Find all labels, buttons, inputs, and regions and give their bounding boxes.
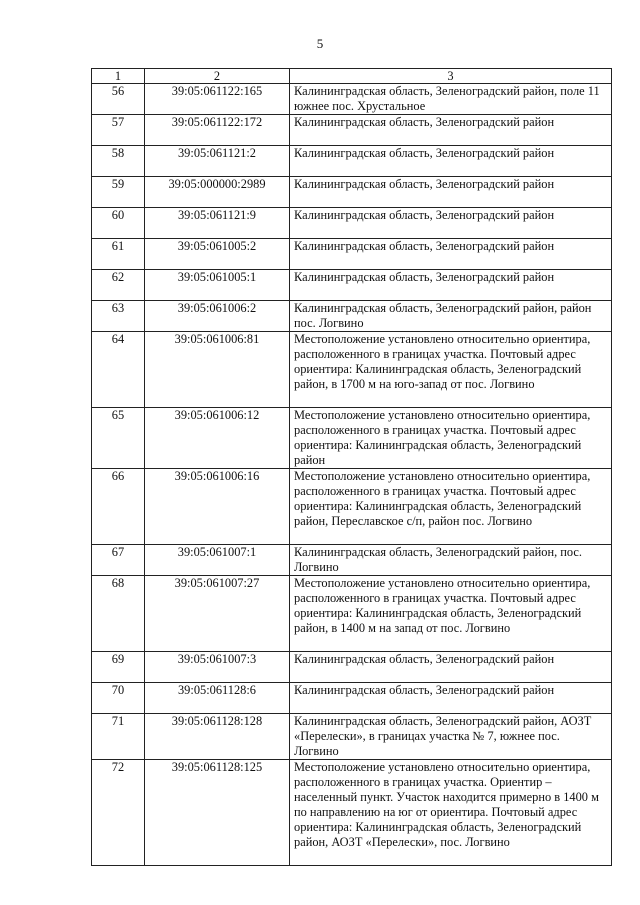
row-number: 71 [92,714,145,760]
row-number: 62 [92,270,145,301]
table-row [92,683,612,714]
row-number: 66 [92,469,145,545]
table-body [92,69,612,866]
plot-address: Калининградская область, Зеленоградский район, АОЗТ «Перелески», в границах участка № 7, южнее пос. Логвино [290,714,612,760]
row-number: 64 [92,332,145,408]
table-row [92,332,612,408]
plot-address: Калининградская область, Зеленоградский район [290,270,612,301]
column-header-number: 1 [92,69,145,84]
cadastral-number: 39:05:061007:1 [145,545,290,576]
cadastral-number: 39:05:061128:6 [145,683,290,714]
row-number: 60 [92,208,145,239]
table-row [92,576,612,652]
cadastral-number: 39:05:061006:2 [145,301,290,332]
row-number: 61 [92,239,145,270]
cadastral-number: 39:05:061005:1 [145,270,290,301]
plot-address: Калининградская область, Зеленоградский район [290,239,612,270]
cadastral-number: 39:05:061007:3 [145,652,290,683]
row-number: 72 [92,760,145,866]
table-row [92,239,612,270]
table-row [92,545,612,576]
plot-address: Калининградская область, Зеленоградский район [290,208,612,239]
cadastral-number: 39:05:061128:128 [145,714,290,760]
row-number: 69 [92,652,145,683]
cadastral-number: 39:05:061007:27 [145,576,290,652]
cadastral-number: 39:05:061006:81 [145,332,290,408]
row-number: 68 [92,576,145,652]
cadastral-number: 39:05:061121:9 [145,208,290,239]
plot-address: Калининградская область, Зеленоградский район, пос. Логвино [290,545,612,576]
row-number: 63 [92,301,145,332]
cadastral-number: 39:05:061005:2 [145,239,290,270]
table-row [92,115,612,146]
plot-address: Калининградская область, Зеленоградский район [290,146,612,177]
plot-address: Местоположение установлено относительно ориентира, расположенного в границах участка. Почтовый адрес ориентира: Калининградская область, Зеленоградский район, в 1700 м на юго-запад от пос. Логвино [290,332,612,408]
row-number: 57 [92,115,145,146]
row-number: 59 [92,177,145,208]
plot-address: Калининградская область, Зеленоградский район, район пос. Логвино [290,301,612,332]
table-header-row [92,69,612,84]
table-row [92,408,612,469]
column-header-cadastral: 2 [145,69,290,84]
table-row [92,652,612,683]
plot-address: Местоположение установлено относительно ориентира, расположенного в границах участка. Ориентир – населенный пункт. Участок находится примерно в 1400 м по направлению на юг от ориентира. Почтовый адрес ориентира: Калининградская область, Зеленоградский район, АОЗТ «Перелески», пос. Логвино [290,760,612,866]
row-number: 67 [92,545,145,576]
row-number: 70 [92,683,145,714]
plot-address: Калининградская область, Зеленоградский район [290,652,612,683]
cadastral-number: 39:05:061128:125 [145,760,290,866]
cadastral-number: 39:05:061122:165 [145,84,290,115]
plot-address: Местоположение установлено относительно ориентира, расположенного в границах участка. Почтовый адрес ориентира: Калининградская область, Зеленоградский район [290,408,612,469]
row-number: 56 [92,84,145,115]
table-row [92,208,612,239]
land-plots-table [91,68,612,866]
plot-address: Калининградская область, Зеленоградский район [290,115,612,146]
row-number: 58 [92,146,145,177]
column-header-address: 3 [290,69,612,84]
cadastral-number: 39:05:061121:2 [145,146,290,177]
plot-address: Местоположение установлено относительно ориентира, расположенного в границах участка. Почтовый адрес ориентира: Калининградская область, Зеленоградский район, в 1400 м на запад от пос. Логвино [290,576,612,652]
cadastral-number: 39:05:061006:16 [145,469,290,545]
table-row [92,301,612,332]
table-row [92,177,612,208]
row-number: 65 [92,408,145,469]
plot-address: Местоположение установлено относительно ориентира, расположенного в границах участка. Почтовый адрес ориентира: Калининградская область, Зеленоградский район, Переславское с/п, район пос. Логвино [290,469,612,545]
cadastral-number: 39:05:061006:12 [145,408,290,469]
cadastral-number: 39:05:061122:172 [145,115,290,146]
plot-address: Калининградская область, Зеленоградский район [290,177,612,208]
table-row [92,760,612,866]
plot-address: Калининградская область, Зеленоградский район [290,683,612,714]
table-row [92,714,612,760]
table-row [92,146,612,177]
table-row [92,270,612,301]
table-row [92,84,612,115]
cadastral-number: 39:05:000000:2989 [145,177,290,208]
table-row [92,469,612,545]
plot-address: Калининградская область, Зеленоградский район, поле 11 южнее пос. Хрустальное [290,84,612,115]
page-number: 5 [316,36,324,51]
